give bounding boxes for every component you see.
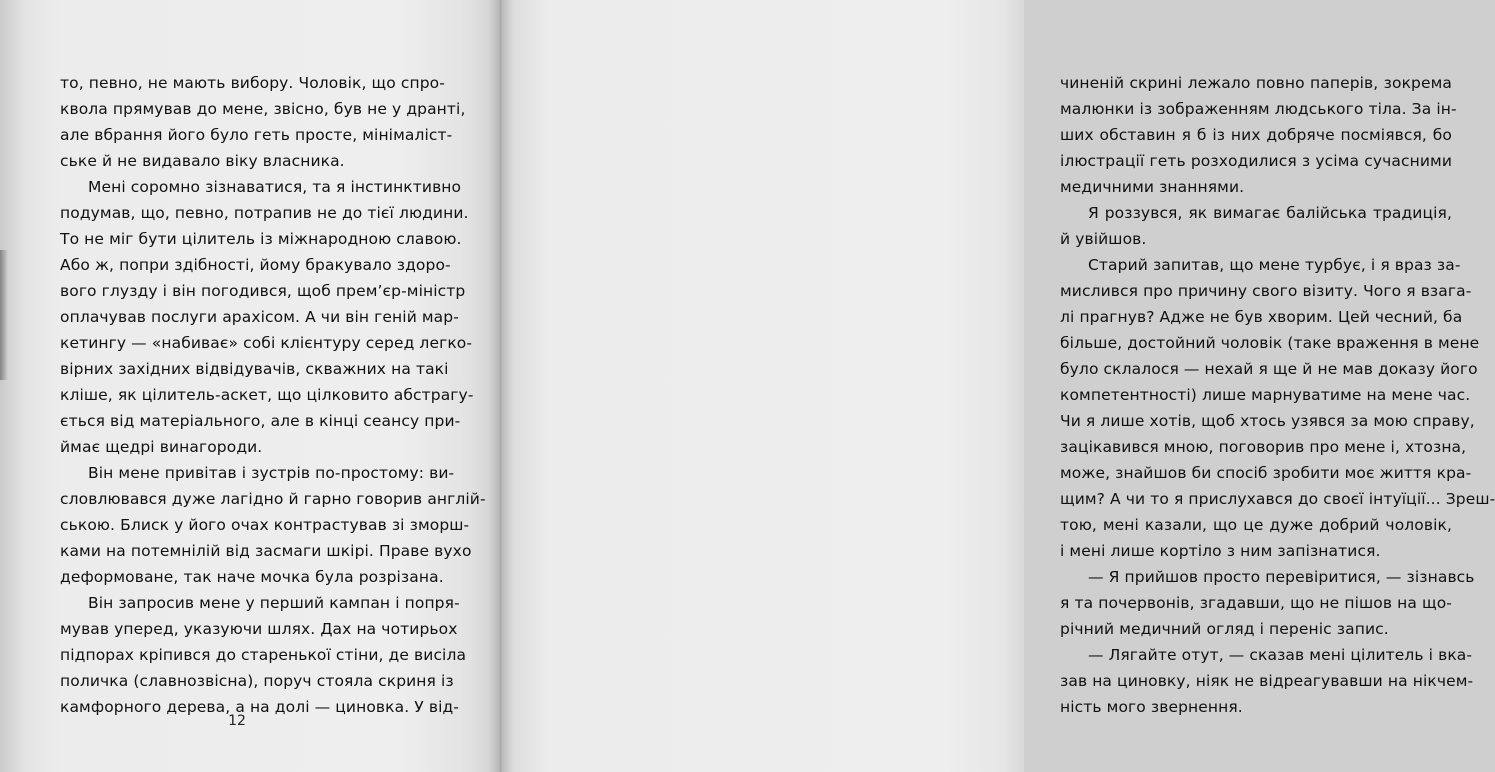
text-line: зав на циновку, ніяк не відреагувавши на нікчем- [1060, 672, 1474, 690]
text-line: зацікавився мною, поговорив про мене і, хтозна, [1060, 438, 1467, 456]
text-line: але вбрання його було геть просте, мінімаліст- [60, 126, 453, 144]
text-line: ших обставин я б із них добряче посміявся, бо [1060, 126, 1452, 144]
text-line: Я роззувся, як вимагає балійська традиція, [1088, 204, 1452, 222]
text-line: чиненій скрині лежало повно паперів, зокрема [1060, 74, 1452, 92]
text-line: словлювався дуже лагідно й гарно говорив англій- [60, 490, 486, 508]
text-line: кетингу — «набиває» собі клієнтуру серед легко- [60, 334, 473, 352]
left-page [0, 0, 500, 772]
right-page-text [1060, 70, 1495, 720]
text-line: я та почервонів, згадавши, що не пішов на що- [1060, 594, 1452, 612]
text-line: Він запросив мене у перший кампан і попря- [88, 594, 460, 612]
text-line: оплачував послуги арахісом. А чи він геній мар- [60, 308, 459, 326]
text-line: подумав, що, певно, потрапив не до тієї людини. [60, 204, 469, 222]
left-page-text [60, 70, 486, 720]
text-line: ється від матеріального, але в кінці сеансу при- [60, 412, 461, 430]
text-line: деформоване, так наче мочка була розрізана. [60, 568, 444, 586]
text-line: може, знайшов би спосіб зробити моє життя кра- [1060, 464, 1472, 482]
text-line: лі прагнув? Адже не був хворим. Цей чесний, ба [1060, 308, 1463, 326]
text-line: тою, мені казали, що це дуже добрий чоловік, [1060, 516, 1452, 534]
book-gutter-shadow [488, 0, 512, 772]
text-line: Старий запитав, що мене турбує, і я враз за- [1088, 256, 1461, 274]
text-line: — Я прийшов просто перевіритися, — зізнавсь [1088, 568, 1475, 586]
text-line: — Лягайте отут, — сказав мені цілитель і вка- [1088, 646, 1473, 664]
text-line: камфорного дерева, а на долі — циновка. У від- [60, 698, 459, 716]
text-line: ське й не видавало віку власника. [60, 152, 345, 170]
text-line: поличка (славнозвісна), поруч стояла скриня із [60, 672, 454, 690]
text-line: ймає щедрі винагороди. [60, 438, 263, 456]
right-page [500, 0, 1495, 772]
text-line: більше, достойний чоловік (таке враження в мене [1060, 334, 1480, 352]
text-line: то, певно, не мають вибору. Чоловік, що спро- [60, 74, 445, 92]
text-line: підпорах кріпився до старенької стіни, де висіла [60, 646, 467, 664]
text-line: було склалося — нехай я ще й не мав доказу його [1060, 360, 1478, 378]
text-line: кліше, як цілитель-аскет, що цілковито абстрагу- [60, 386, 474, 404]
text-line: компетентності) лише марнуватиме на мене час. [1060, 386, 1471, 404]
text-line: і мені лише кортіло з ним запізнатися. [1060, 542, 1381, 560]
text-line: й увійшов. [1060, 230, 1147, 248]
text-line: То не міг бути цілитель із міжнародною славою. [60, 230, 462, 248]
text-line: малюнки із зображенням людського тіла. За ін- [1060, 100, 1457, 118]
text-line: вірних західних відвідувачів, скважних на такі [60, 360, 449, 378]
text-line: ками на потемнілій від засмаги шкірі. Праве вухо [60, 542, 472, 560]
text-line: Або ж, попри здібності, йому бракувало здоро- [60, 256, 451, 274]
text-line: мував уперед, указуючи шлях. Дах на чотирьох [60, 620, 458, 638]
text-line: кволa прямував до мене, звісно, був не у дранті, [60, 100, 466, 118]
text-line: вого глузду і він погодився, щоб прем’єр-міністр [60, 282, 466, 300]
text-line: ність мого звернення. [1060, 698, 1243, 716]
text-line: ілюстрації геть розходилися з усіма сучасними [1060, 152, 1452, 170]
text-line: Чи я лише хотів, щоб хтось узявся за мою справу, [1060, 412, 1475, 430]
text-line: Мені соромно зізнаватися, та я інстинктивно [88, 178, 462, 196]
page-edge-shadow [0, 250, 8, 380]
text-line: мислився про причину свого візиту. Чого я взага- [1060, 282, 1472, 300]
text-line: медичними знаннями. [1060, 178, 1245, 196]
text-line: ською. Блиск у його очах контрастував зі зморш- [60, 516, 470, 534]
text-line: щим? А чи то я прислухався до своєї інтуїції... Зреш- [1060, 490, 1495, 508]
text-line: Він мене привітав і зустрів по-простому: ви- [88, 464, 455, 482]
text-line: річний медичний огляд і переніс запис. [1060, 620, 1389, 638]
page-number: 12 [228, 713, 246, 729]
